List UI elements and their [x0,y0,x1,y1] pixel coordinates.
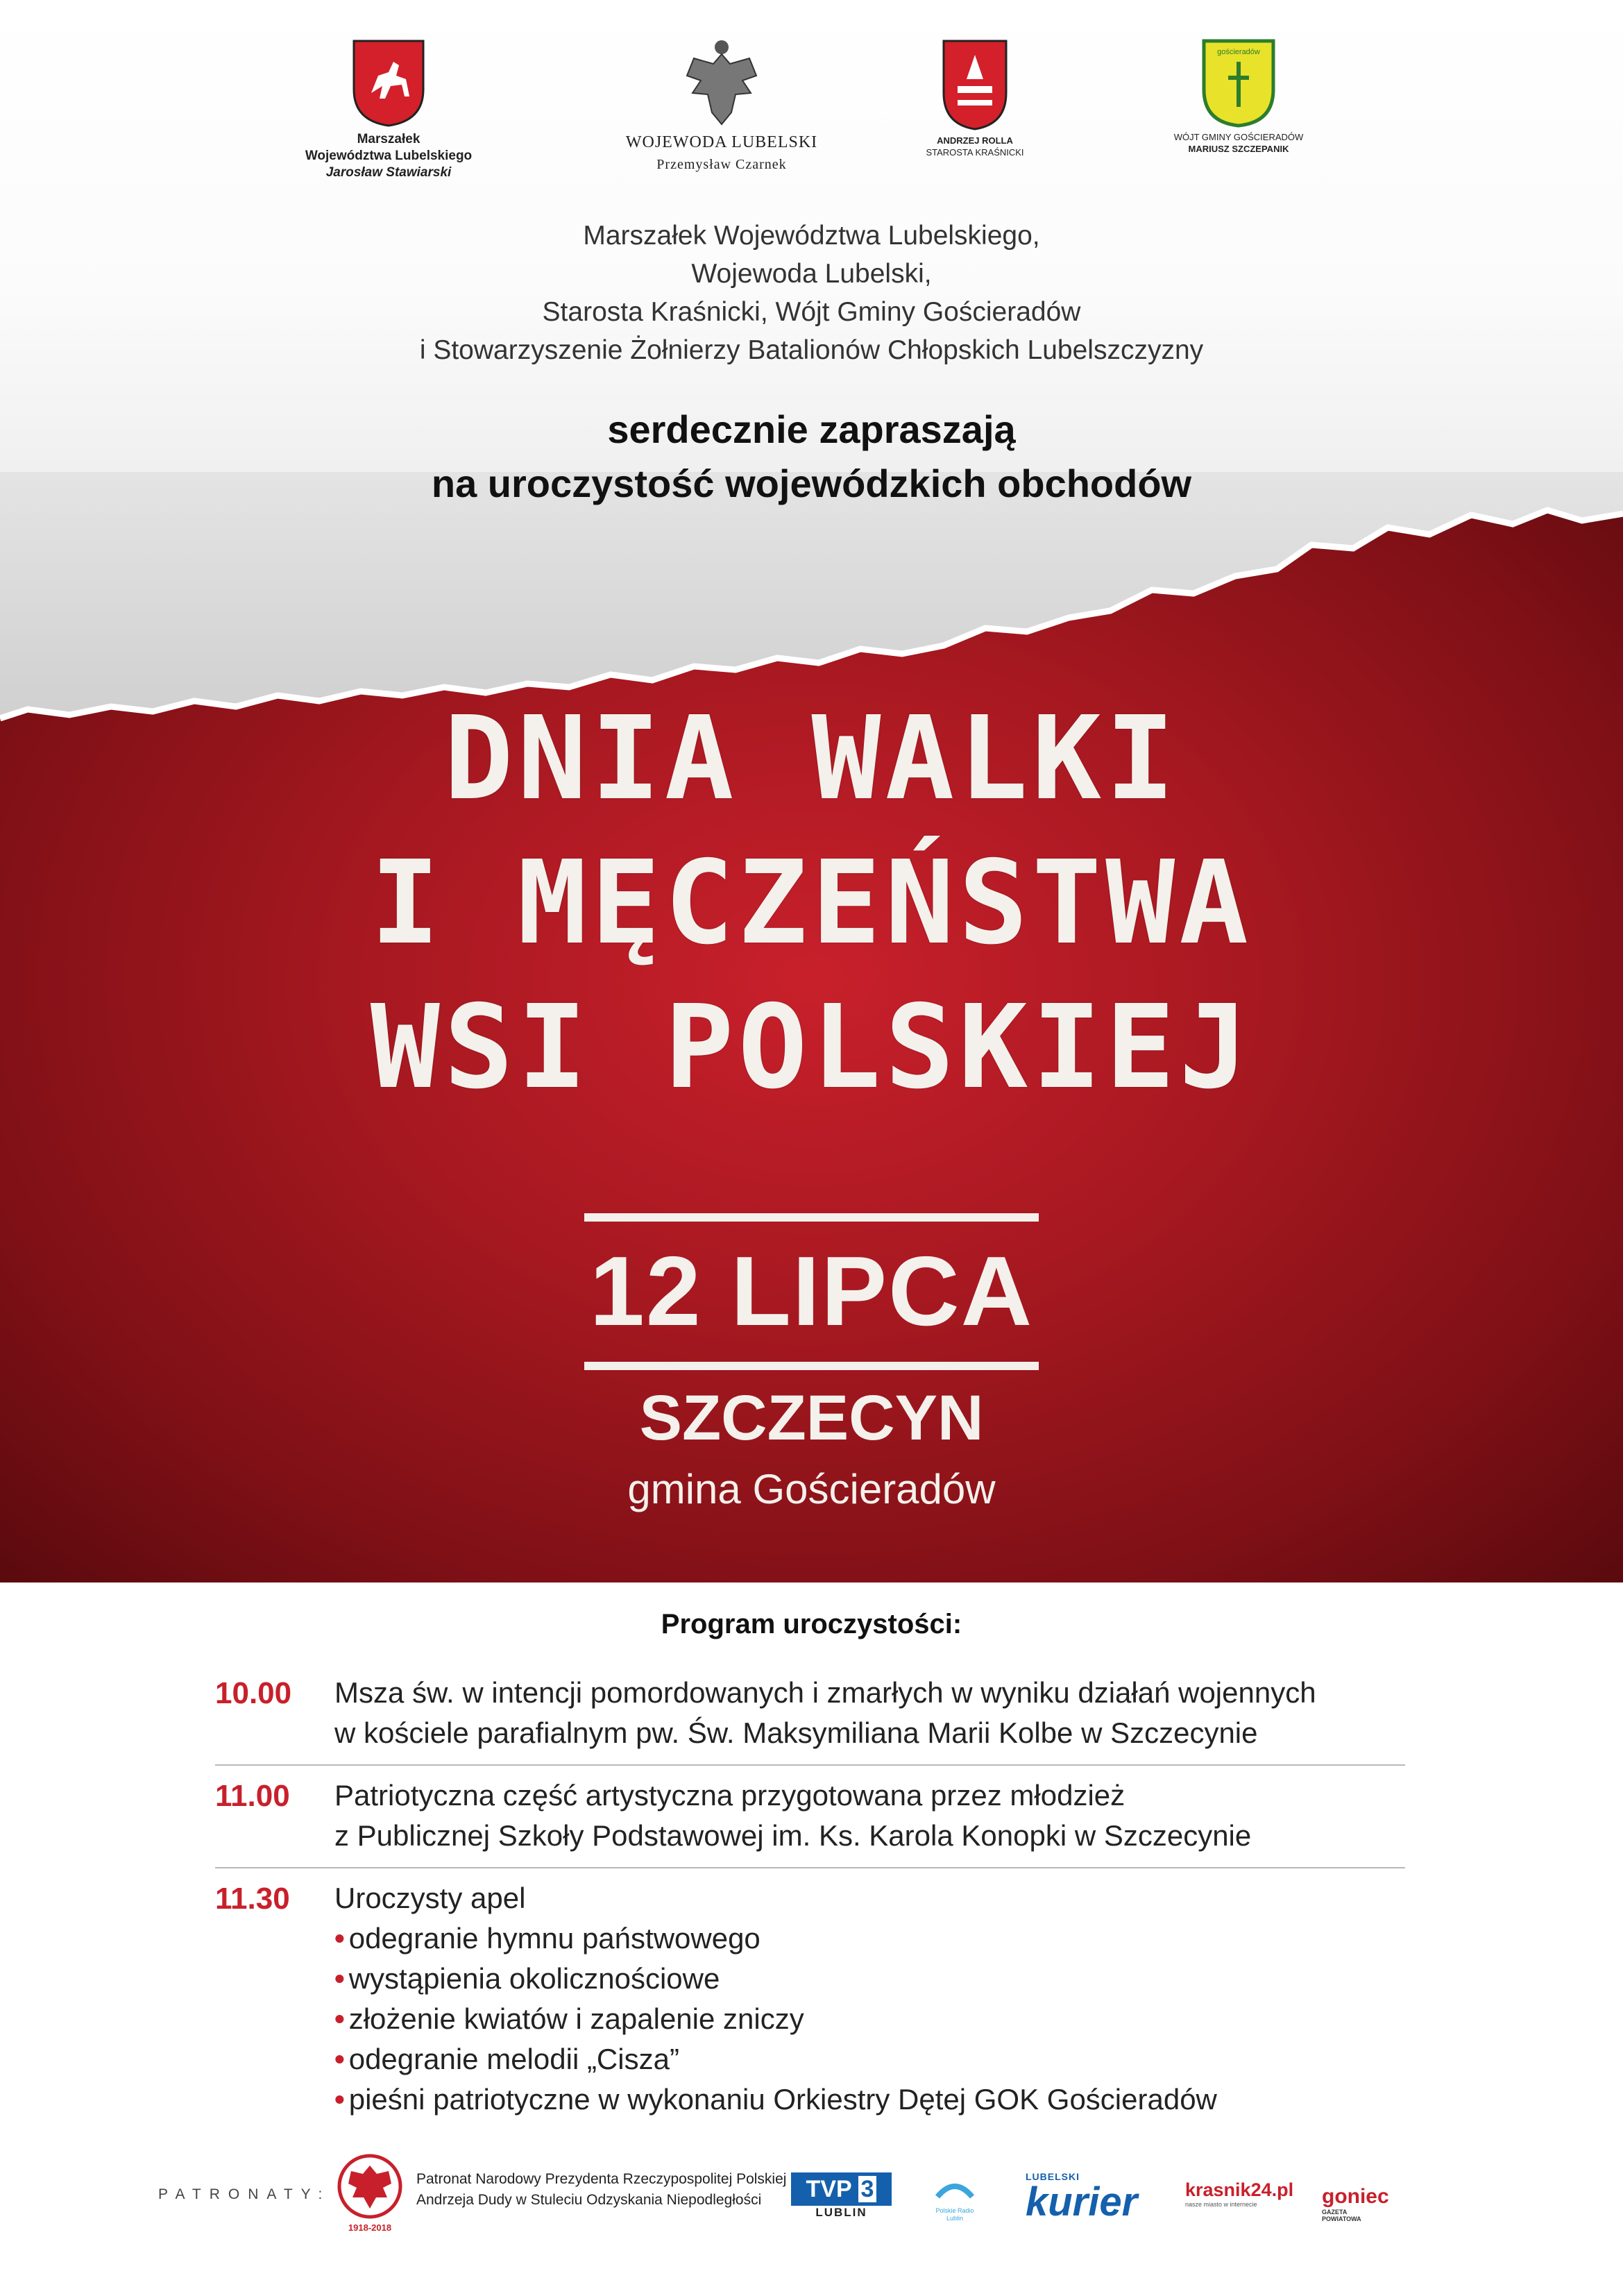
patronat-line: Patronat Narodowy Prezydenta Rzeczypospolitej Polskiej [416,2171,787,2187]
wojewoda-line2: Przemysław Czarnek [656,157,787,172]
organizers-text [0,217,1623,369]
krasnik-sub: nasze miasto w internecie [1185,2201,1257,2208]
program-time: 10.00 [215,1676,292,1710]
bullet-icon: • [334,1922,345,1955]
event-title [0,687,1623,1120]
program-desc-line: Msza św. w intencji pomordowanych i zmarłych w wyniku działań wojennych [334,1676,1316,1709]
program-bullet [334,1918,1405,1959]
header-logos [0,28,1623,194]
program-desc-line: Patriotyczna część artystyczna przygotowana przez młodzież [334,1779,1125,1812]
organizer-line: Wojewoda Lubelski, [691,259,932,289]
program-item [215,1663,1405,1766]
tvp-text: TVP [806,2176,852,2202]
lublin-voivodeship-shield-icon [350,37,427,128]
white-eagle-emblem-icon [680,37,763,128]
event-date: 12 LIPCA [589,1236,1034,1347]
organizer-line: i Stowarzyszenie Żołnierzy Batalionów Chłopskich Lubelszczyzny [419,335,1204,365]
radio-text: Polskie Radio Lublin [935,2207,974,2222]
krasnik-text: krasnik24.pl [1185,2179,1294,2200]
marszalek-line2: Województwa Lubelskiego [305,149,473,163]
date-block [584,1213,1039,1370]
patronaty-label: PATRONATY: [158,2186,331,2202]
bullet-text: złożenie kwiatów i zapalenie zniczy [348,2002,804,2035]
gosicieradow-shield-icon [1200,37,1277,128]
invite-line: na uroczystość wojewódzkich obchodów [431,462,1192,505]
bullet-text: wystąpienia okolicznościowe [348,1962,720,1995]
kurier-text: kurier [1026,2179,1138,2225]
marszalek-logo [284,37,493,181]
marszalek-line1: Marszałek [357,132,420,146]
bullet-text: odegranie hymnu państwowego [348,1922,760,1955]
wojewoda-logo [607,37,836,176]
event-place: SZCZECYN [639,1383,984,1453]
program-heading: Program uroczystości: [661,1609,962,1639]
invitation-text [0,403,1623,511]
goniec-logo [1322,2185,1419,2227]
bullet-icon: • [334,1962,345,1995]
goniec-text: goniec [1322,2185,1389,2208]
bullet-text: pieśni patriotyczne w wykonaniu Orkiestry Dętej GOK Gościeradów [348,2083,1217,2116]
footer-patronages [0,2152,1623,2270]
organizer-line: Starosta Kraśnicki, Wójt Gminy Gościeradów [542,297,1081,327]
tvp-number: 3 [858,2176,877,2202]
tvp3-logo [791,2172,892,2242]
program-time: 11.30 [215,1882,290,1916]
wojt-line2: MARIUSZ SZCZEPANIK [1188,144,1289,154]
divider-bottom [584,1362,1039,1370]
bullet-icon: • [334,2083,345,2116]
shield-text: gościeradów [1217,48,1260,56]
program-bullet [334,1999,1405,2039]
program-bullet [334,2079,1405,2120]
marszalek-line3: Jarosław Stawiarski [325,165,452,180]
kurier-lubelski-logo [1026,2171,1154,2234]
event-gmina: gmina Gościeradów [627,1466,996,1512]
radio-wave-icon [934,2176,976,2204]
title-line: DNIA WALKI [443,692,1180,826]
kurier-top: LUBELSKI [1026,2171,1080,2182]
invite-line: serdecznie zapraszają [607,407,1016,451]
wojt-line1: WÓJT GMINY GOŚCIERADÓW [1173,132,1304,142]
bullet-icon: • [334,2002,345,2035]
krasnik-county-shield-icon [940,37,1010,131]
wojt-logo [1124,37,1353,155]
goniec-sub: GAZETA POWIATOWA [1322,2209,1361,2222]
program-item [215,1868,1405,2131]
starosta-logo [888,37,1062,158]
program-desc-line: w kościele parafialnym pw. Św. Maksymiliana Marii Kolbe w Szczecynie [334,1716,1258,1749]
title-line: I MĘCZEŃSTWA [370,836,1253,970]
polskie-radio-lublin-logo [930,2176,980,2231]
program-desc-line: Uroczysty apel [334,1882,526,1914]
program-bullet [334,2039,1405,2079]
program-time: 11.00 [215,1779,290,1813]
title-line: WSI POLSKIEJ [370,981,1253,1115]
starosta-line2: STAROSTA KRAŚNICKI [926,147,1024,158]
years-text: 1918-2018 [348,2222,392,2233]
tvp-city: LUBLIN [815,2206,867,2219]
patronat-line: Andrzeja Dudy w Stuleciu Odzyskania Niepodległości [416,2192,762,2208]
program-bullet [334,1959,1405,1999]
program-list [215,1663,1405,2131]
bullet-text: odegranie melodii „Cisza” [348,2043,679,2075]
starosta-line1: ANDRZEJ ROLLA [937,135,1013,146]
patronat-text [416,2169,786,2211]
program-item [215,1766,1405,1868]
bullet-icon: • [334,2043,345,2075]
divider-top [584,1213,1039,1222]
independence-centenary-emblem-icon [332,2152,408,2235]
krasnik24-logo [1185,2179,1294,2235]
organizer-line: Marszałek Województwa Lubelskiego, [583,221,1040,251]
program-desc-line: z Publicznej Szkoły Podstawowej im. Ks. Karola Konopki w Szczecynie [334,1819,1252,1852]
wojewoda-line1: WOJEWODA LUBELSKI [625,133,818,151]
